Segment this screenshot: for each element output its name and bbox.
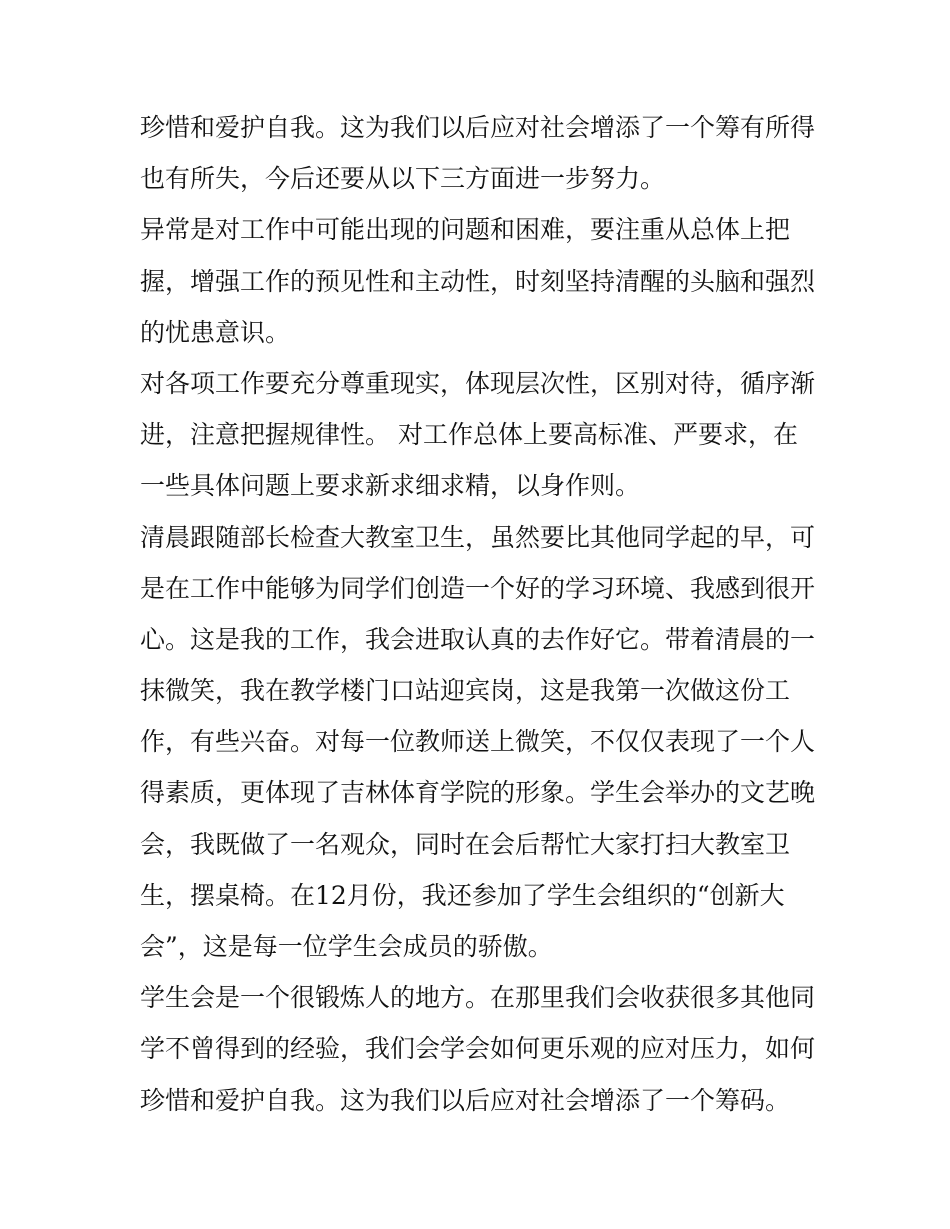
text-line: 清晨跟随部长检查大教室卫生，虽然要比其他同学起的早，可 — [140, 522, 816, 552]
text-line: 珍惜和爱护自我。这为我们以后应对社会增添了一个筹有所得 — [140, 113, 816, 142]
text-line: 学生会是一个很锻炼人的地方。在那里我们会收获很多其他同 — [140, 983, 816, 1013]
text-line: 对各项工作要充分尊重现实，体现层次性，区别对待，循序渐 — [140, 368, 816, 398]
text-line: 的忧患意识。 — [140, 317, 291, 347]
text-line: 生，摆桌椅。在12月份，我还参加了学生会组织的“创新大 — [140, 880, 785, 910]
text-line: 进，注意把握规律性。 对工作总体上要高标准、严要求，在 — [140, 420, 798, 450]
paragraph-3 — [140, 358, 820, 512]
text-line: 一些具体问题上要求新求细求精，以身作则。 — [140, 471, 641, 501]
text-line: 会”，这是每一位学生会成员的骄傲。 — [140, 932, 553, 961]
text-line: 学不曾得到的经验，我们会学会如何更乐观的应对压力，如何 — [140, 1034, 816, 1064]
paragraph-2 — [140, 204, 820, 358]
text-line: 是在工作中能够为同学们创造一个好的学习环境、我感到很开 — [140, 573, 816, 603]
text-line: 珍惜和爱护自我。这为我们以后应对社会增添了一个筹码。 — [140, 1085, 791, 1115]
text-line: 作，有些兴奋。对每一位教师送上微笑，不仅仅表现了一个人 — [140, 727, 816, 757]
text-line: 握，增强工作的预见性和主动性，时刻坚持清醒的头脑和强烈 — [140, 266, 816, 296]
text-line: 抹微笑，我在教学楼门口站迎宾岗，这是我第一次做这份工 — [140, 676, 791, 706]
text-line: 得素质，更体现了吉林体育学院的形象。学生会举办的文艺晚 — [140, 778, 816, 808]
paragraph-4 — [140, 512, 820, 973]
text-line: 心。这是我的工作，我会进取认真的去作好它。带着清晨的一 — [140, 624, 816, 654]
paragraph-5 — [140, 972, 820, 1126]
text-line: 也有所失，今后还要从以下三方面进一步努力。 — [140, 164, 666, 194]
text-line: 异常是对工作中可能出现的问题和困难，要注重从总体上把 — [140, 215, 791, 245]
paragraph-1 — [140, 102, 820, 204]
text-line: 会，我既做了一名观众，同时在会后帮忙大家打扫大教室卫 — [140, 829, 791, 859]
document-body — [140, 102, 820, 1126]
